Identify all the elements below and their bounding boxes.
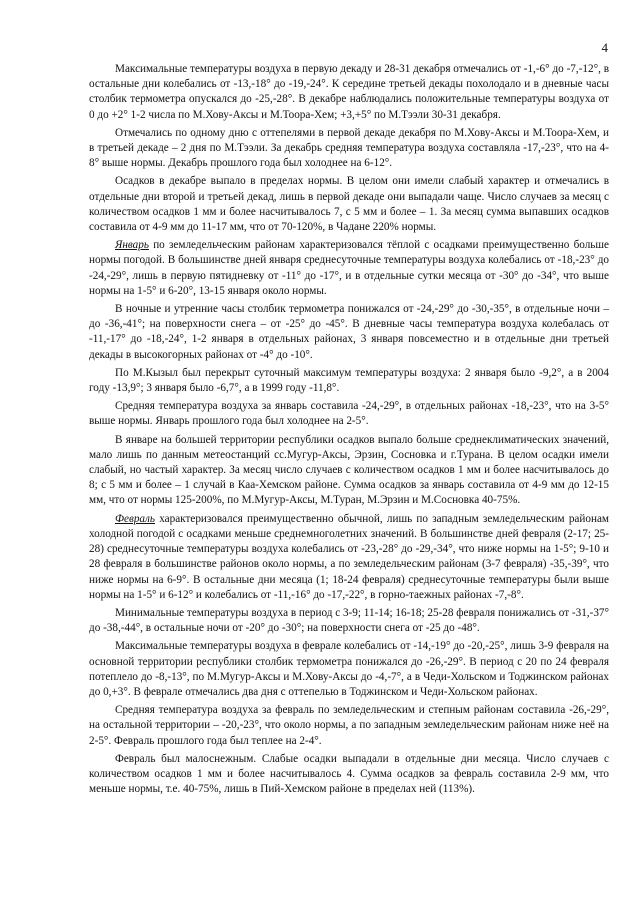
paragraph-feb-precip: Февраль был малоснежным. Слабые осадки выпадали в отдельные дни месяца. Число случаев с количеством осадков 1 мм и более насчитывалось 4. Сумма осадков за февраль составила 2-9 мм, что меньше нормы, т.е. 40-75%, лишь в Пий-Хемском районе в пределах ней (113%).	[89, 752, 609, 796]
paragraph-dec-precip: Осадков в декабре выпало в пределах нормы. В целом они имели слабый характер и отмечались в отдельные дни второй и третьей декад, лишь в первой декаде они выпадали чаще. Число случаев за месяц с количеством осадков 1 мм и более насчитывалось 7, с 5 мм и более – 1. За месяц сумма выпавших осадков составила от 4-9 мм до 11-17 мм, что от 70-120%, в Чадане 220% нормы.	[89, 175, 609, 234]
paragraph-feb-max-temp: Максимальные температуры воздуха в феврале колебались от -14,-19° до -20,-25°, лишь 3-9 февраля на основной территории республики столбик термометра понижался до -26,-29°. В период с 20 по 24 февраля потеплело до -8,-13°, по М.Мугур-Аксы и М.Хову-Аксы до -4,-7°, а в Чеди-Хольском и Тоджинском районах до 0,+3°. В феврале отмечались два дня с оттепелью в Тоджинском и Чеди-Хольском районах.	[89, 640, 609, 698]
paragraph-dec-max-temp: Максимальные температуры воздуха в первую декаду и 28-31 декабря отмечались от -1,-6° до -7,-12°, в остальные дни колебались от -13,-18° до -19,-24°. К середине третьей декады похолодало и в дневные часы столбик термометра опускался до -25,-28°. В декабре наблюдались положительные температуры воздуха от 0 до +2° 1-2 числа по М.Хову-Аксы и М.Тоора-Хем; +3,+5° по М.Тээли 30-31 декабря.	[89, 63, 609, 121]
paragraph-jan-precip: В январе на большей территории республики осадков выпало больше среднеклиматических значений, мало лишь по данным метеостанций сс.Мугур-Аксы, Эрзин, Сосновка и г.Турана. В целом осадки имели слабый, но частый характер. За месяц число случаев с количеством осадков 1 мм и более насчитывалось до 8; с 5 мм и более – 1 случай в Каа-Хемском районе. Сумма осадков за январь составила от 4-9 мм до 12-15 мм, что от нормы 125-200%, по М.Мугур-Аксы, М.Туран, М.Эрзин и М.Сосновка 40-75%.	[89, 433, 609, 507]
paragraph-jan-overview	[89, 238, 609, 299]
paragraph-jan-overview-text: по земледельческим районам характеризовался тёплой с осадками преимущественно больше нормы погодой. В большинстве дней января среднесуточные температуры воздуха колебались от -18,-23° до -24,-29°, лишь в первую пятидневку от -11° до -17°, и в отдельные сутки месяца от -30° до -34°, что выше нормы на 1-5° и 6-20°, 13-15 января около нормы.	[89, 239, 609, 297]
body-text	[89, 62, 609, 800]
month-heading-january: Январь	[115, 239, 149, 252]
paragraph-jan-mean-temp: Средняя температура воздуха за январь составила -24,-29°, в отдельных районах -18,-23°, что на 3-5° выше нормы. Январь прошлого года был холоднее на 2-5°.	[89, 400, 609, 428]
page-number: 4	[601, 40, 608, 55]
paragraph-feb-overview-text: характеризовался преимущественно обычной, лишь по западным земледельческим районам холодной погодой с осадками меньше среднемноголетних значений. В большинстве дней февраля (2-17; 25-28) среднесуточные температуры воздуха колебались от -23,-28° до -29,-34°, что ниже нормы на 1-5°; 9-10 и 28 февраля в большинстве районов около нормы, а по земледельческим районам (3-7 февраля) -35,-39°, что ниже нормы на 6-9°. В остальные дни месяца (1; 18-24 февраля) среднесуточные температуры были выше нормы на 1-5° и 6-12° и колебались от -11,-16° до -17,-22°, в горно-таежных районах -7,-8°.	[89, 512, 609, 601]
paragraph-jan-night-temp: В ночные и утренние часы столбик термометра понижался от -24,-29° до -30,-35°, в отдельные ночи – до -36,-41°; на поверхности снега – от -25° до -45°. В дневные часы температура воздуха колебалась от -11,-17° до -18,-24°, 1-2 января в отдельных районах, 3 января повсеместно и в отдельные дни третьей декады в высокогорных районах от -4° до -10°.	[89, 303, 609, 361]
paragraph-jan-record: По М.Кызыл был перекрыт суточный максимум температуры воздуха: 2 января было -9,2°, а в 2004 году -13,9°; 3 января было -6,7°, а в 1999 году -11,8°.	[89, 366, 609, 395]
paragraph-dec-thaws: Отмечались по одному дню с оттепелями в первой декаде декабря по М.Хову-Аксы и М.Тоора-Хем, и в третьей декаде – 2 дня по М.Тээли. За декабрь средняя температура воздуха составляла -17,-23°, что на 4-8° выше нормы. Декабрь прошлого года был холоднее на 6-12°.	[89, 126, 609, 170]
paragraph-feb-overview	[89, 512, 609, 603]
paragraph-feb-min-temp: Минимальные температуры воздуха в период с 3-9; 11-14; 16-18; 25-28 февраля понижались от -31,-37° до -38,-44°, в остальные ночи от -20° до -30°; на поверхности снега от -25 до -48°.	[89, 606, 609, 635]
month-heading-february: Февраль	[115, 512, 155, 525]
paragraph-feb-mean-temp: Средняя температура воздуха за февраль по земледельческим и степным районам составила -26,-29°, на остальной территории – -20,-23°, что около нормы, а по западным земледельческим районам ниже неё на 2-5°. Февраль прошлого года был теплее на 2-4°.	[89, 704, 609, 747]
